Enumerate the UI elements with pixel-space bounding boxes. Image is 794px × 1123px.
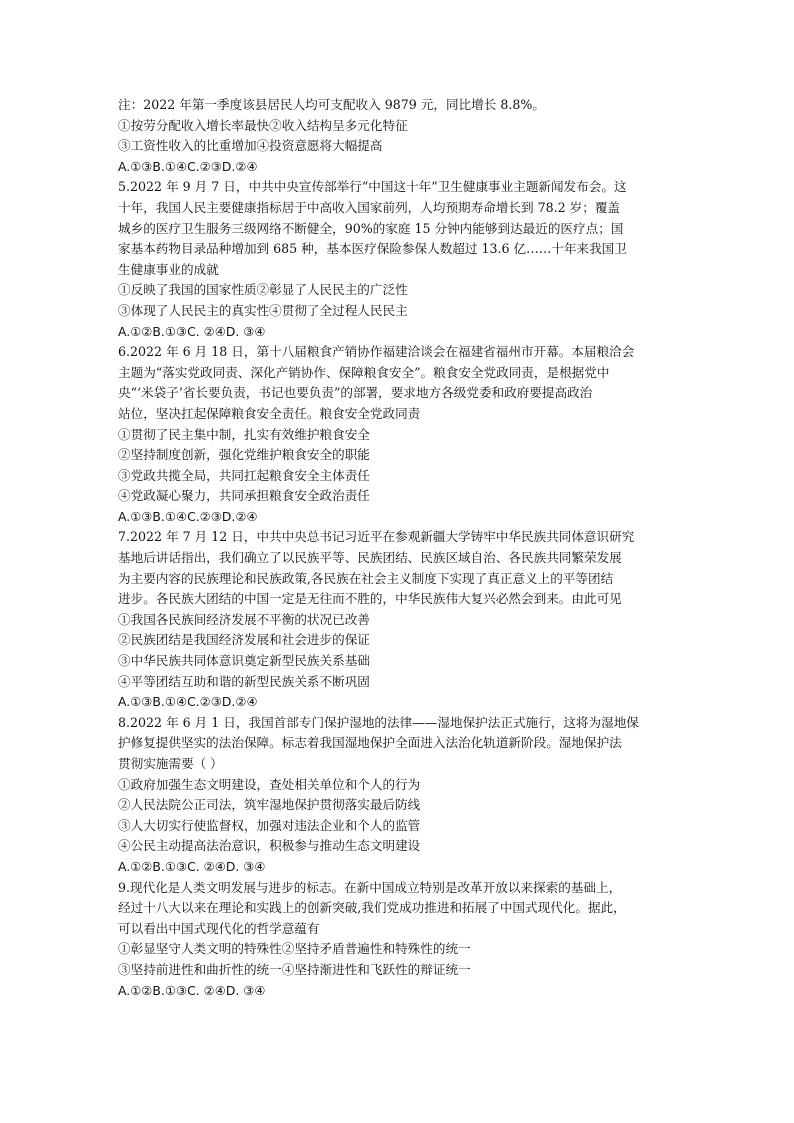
- text-line: 8.2022 年 6 月 1 日，我国首部专门保护湿地的法律——湿地保护法正式施行，这将为湿地保: [118, 714, 639, 730]
- text-line: 城乡的医疗卫生服务三级网络不断健全，90%的家庭 15 分钟内能够到达最近的医疗点；国: [118, 220, 624, 236]
- text-line: ③坚持前进性和曲折性的统一④坚持渐进性和飞跃性的辩证统一: [118, 961, 471, 977]
- text-line: ③体现了人民民主的真实性④贯彻了全过程人民民主: [118, 302, 408, 318]
- text-line: 生健康事业的成就: [118, 261, 219, 277]
- text-line: ③工资性收入的比重增加④投资意愿将大幅提高: [118, 138, 383, 154]
- text-line: 家基本药物目录品种增加到 685 种，基本医疗保险参保人数超过 13.6 亿……十年来我国卫: [118, 241, 627, 257]
- text-line: ①贯彻了民主集中制，扎实有效维护粮食安全: [118, 426, 370, 442]
- text-line: 央“‘米袋子’省长要负责，书记也要负责”的部署，要求地方各级党委和政府要提高政治: [118, 385, 593, 401]
- text-line: ①我国各民族间经济发展不平衡的状况已改善: [118, 611, 370, 627]
- text-line: 主题为“落实党政同责、深化产销协作、保障粮食安全”。粮食安全党政同责，是根据党中: [118, 364, 610, 380]
- text-line: ③党政共揽全局，共同扛起粮食安全主体责任: [118, 467, 370, 483]
- text-line: ③人大切实行使监督权，加强对违法企业和个人的监管: [118, 817, 421, 833]
- answer-options-line: A.①③B.①④C.②③D.②④: [118, 158, 258, 174]
- answer-options-line: A.①③B.①④C.②③D.②④: [118, 508, 258, 524]
- answer-options-line: A.①②B.①③C. ②④D. ③④: [118, 323, 266, 339]
- text-line: ①彰显坚守人类文明的特殊性②坚持矛盾普遍性和特殊性的统一: [118, 941, 471, 957]
- text-line: ④党政凝心聚力，共同承担粮食安全政治责任: [118, 488, 370, 504]
- text-line: 5.2022 年 9 月 7 日，中共中央宣传部举行“中国这十年”卫生健康事业主题新闻发布会。这: [118, 179, 627, 195]
- text-line: ②民族团结是我国经济发展和社会进步的保证: [118, 632, 370, 648]
- answer-options-line: A.①②B.①③C. ②④D. ③④: [118, 858, 266, 874]
- text-line: ③中华民族共同体意识奠定新型民族关系基础: [118, 653, 370, 669]
- text-line: ②人民法院公正司法，筑牢湿地保护贯彻落实最后防线: [118, 797, 421, 813]
- answer-options-line: A.①②B.①③C. ②④D. ③④: [118, 982, 266, 998]
- text-line: 经过十八大以来在理论和实践上的创新突破,我们党成功推进和拓展了中国式现代化。据此，: [118, 900, 626, 916]
- text-line: 可以看出中国式现代化的哲学意蕴有: [118, 920, 320, 936]
- text-line: 为主要内容的民族理论和民族政策,各民族在社会主义制度下实现了真正意义上的平等团结: [118, 570, 614, 586]
- text-line: 贯彻实施需要（ ）: [118, 756, 223, 771]
- text-line: ①反映了我国的国家性质②彰显了人民民主的广泛性: [118, 282, 408, 298]
- answer-options-line: A.①③B.①④C.②③D.②④: [118, 694, 258, 710]
- text-line: ①按劳分配收入增长率最快②收入结构呈多元化特征: [118, 117, 408, 133]
- text-line: ①政府加强生态文明建设，查处相关单位和个人的行为: [118, 776, 421, 792]
- exam-page: [118, 95, 678, 1001]
- text-line: ②坚持制度创新，强化党维护粮食安全的职能: [118, 447, 370, 463]
- text-line: ④公民主动提高法治意识，积极参与推动生态文明建设: [118, 838, 421, 854]
- text-line: 护修复提供坚实的法治保障。标志着我国湿地保护全面进入法治化轨道新阶段。湿地保护法: [118, 735, 622, 751]
- text-line: 7.2022 年 7 月 12 日，中共中央总书记习近平在参观新疆大学铸牢中华民族共同体意识研究: [118, 529, 635, 545]
- text-line: 9.现代化是人类文明发展与进步的标志。在新中国成立特别是改革开放以来探索的基础上，: [118, 879, 622, 895]
- text-line: 十年，我国人民主要健康指标居于中高收入国家前列，人均预期寿命增长到 78.2 岁；覆盖: [118, 199, 621, 215]
- text-line: 基地后讲话指出，我们确立了以民族平等、民族团结、民族区域自治、各民族共同繁荣发展: [118, 550, 622, 566]
- text-line: 6.2022 年 6 月 18 日，第十八届粮食产销协作福建洽谈会在福建省福州市开幕。本届粮洽会: [118, 344, 635, 360]
- text-line: 站位，坚决扛起保障粮食安全责任。粮食安全党政同责: [118, 405, 421, 421]
- text-line: 进步。各民族大团结的中国一定是无往而不胜的，中华民族伟大复兴必然会到来。由此可见: [118, 591, 622, 607]
- text-line: ④平等团结互助和谐的新型民族关系不断巩固: [118, 673, 370, 689]
- text-line: 注：2022 年第一季度该县居民人均可支配收入 9879 元，同比增长 8.8%。: [118, 97, 545, 112]
